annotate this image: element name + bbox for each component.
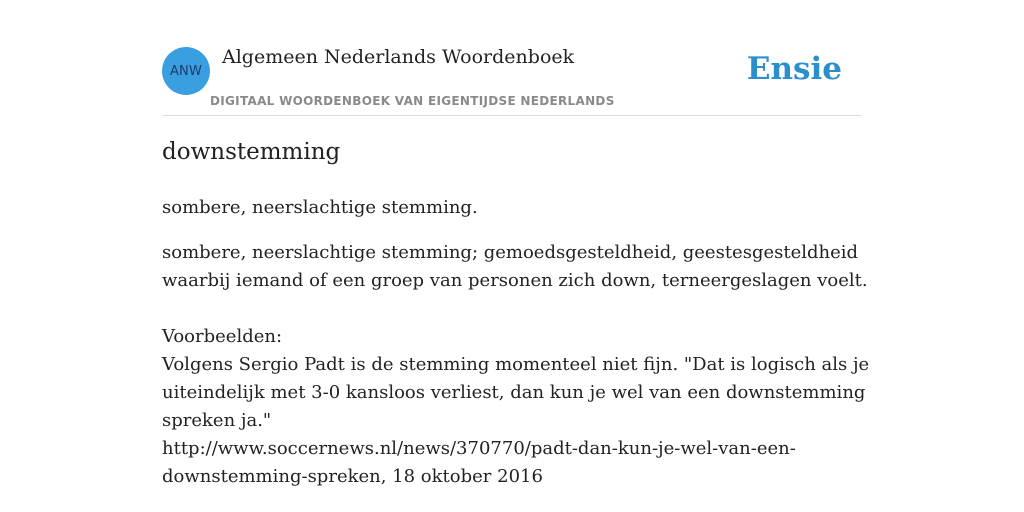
- long-definition: [162, 239, 870, 491]
- entry-headword: downstemming: [162, 139, 341, 165]
- definition-line: waarbij iemand of een groep van personen zich down, terneergeslagen voelt.: [162, 270, 868, 291]
- logo-text: ANW: [169, 63, 203, 79]
- examples-label: Voorbeelden:: [162, 326, 283, 347]
- site-subtitle: DIGITAAL WOORDENBOEK VAN EIGENTIJDSE NEDERLANDS: [210, 94, 615, 108]
- site-title[interactable]: Algemeen Nederlands Woordenboek: [222, 46, 575, 68]
- definition-line: sombere, neerslachtige stemming; gemoedsgesteldheid, geestesgesteldheid: [162, 242, 859, 263]
- example-line: uiteindelijk met 3-0 kansloos verliest, dan kun je wel van een downstemming: [162, 382, 866, 403]
- ensie-brand-link[interactable]: Ensie: [746, 51, 842, 87]
- example-source-date: downstemming-spreken, 18 oktober 2016: [162, 466, 543, 487]
- short-definition: sombere, neerslachtige stemming.: [162, 197, 478, 218]
- example-line: Volgens Sergio Padt is de stemming momenteel niet fijn. "Dat is logisch als je: [162, 354, 870, 375]
- paragraph-spacer: [162, 295, 862, 323]
- example-line: spreken ja.": [162, 410, 272, 431]
- page-container: [162, 0, 870, 487]
- site-header: [162, 0, 862, 116]
- anw-logo[interactable]: [162, 47, 210, 95]
- example-source-url: http://www.soccernews.nl/news/370770/padt-dan-kun-je-wel-van-een-: [162, 438, 796, 459]
